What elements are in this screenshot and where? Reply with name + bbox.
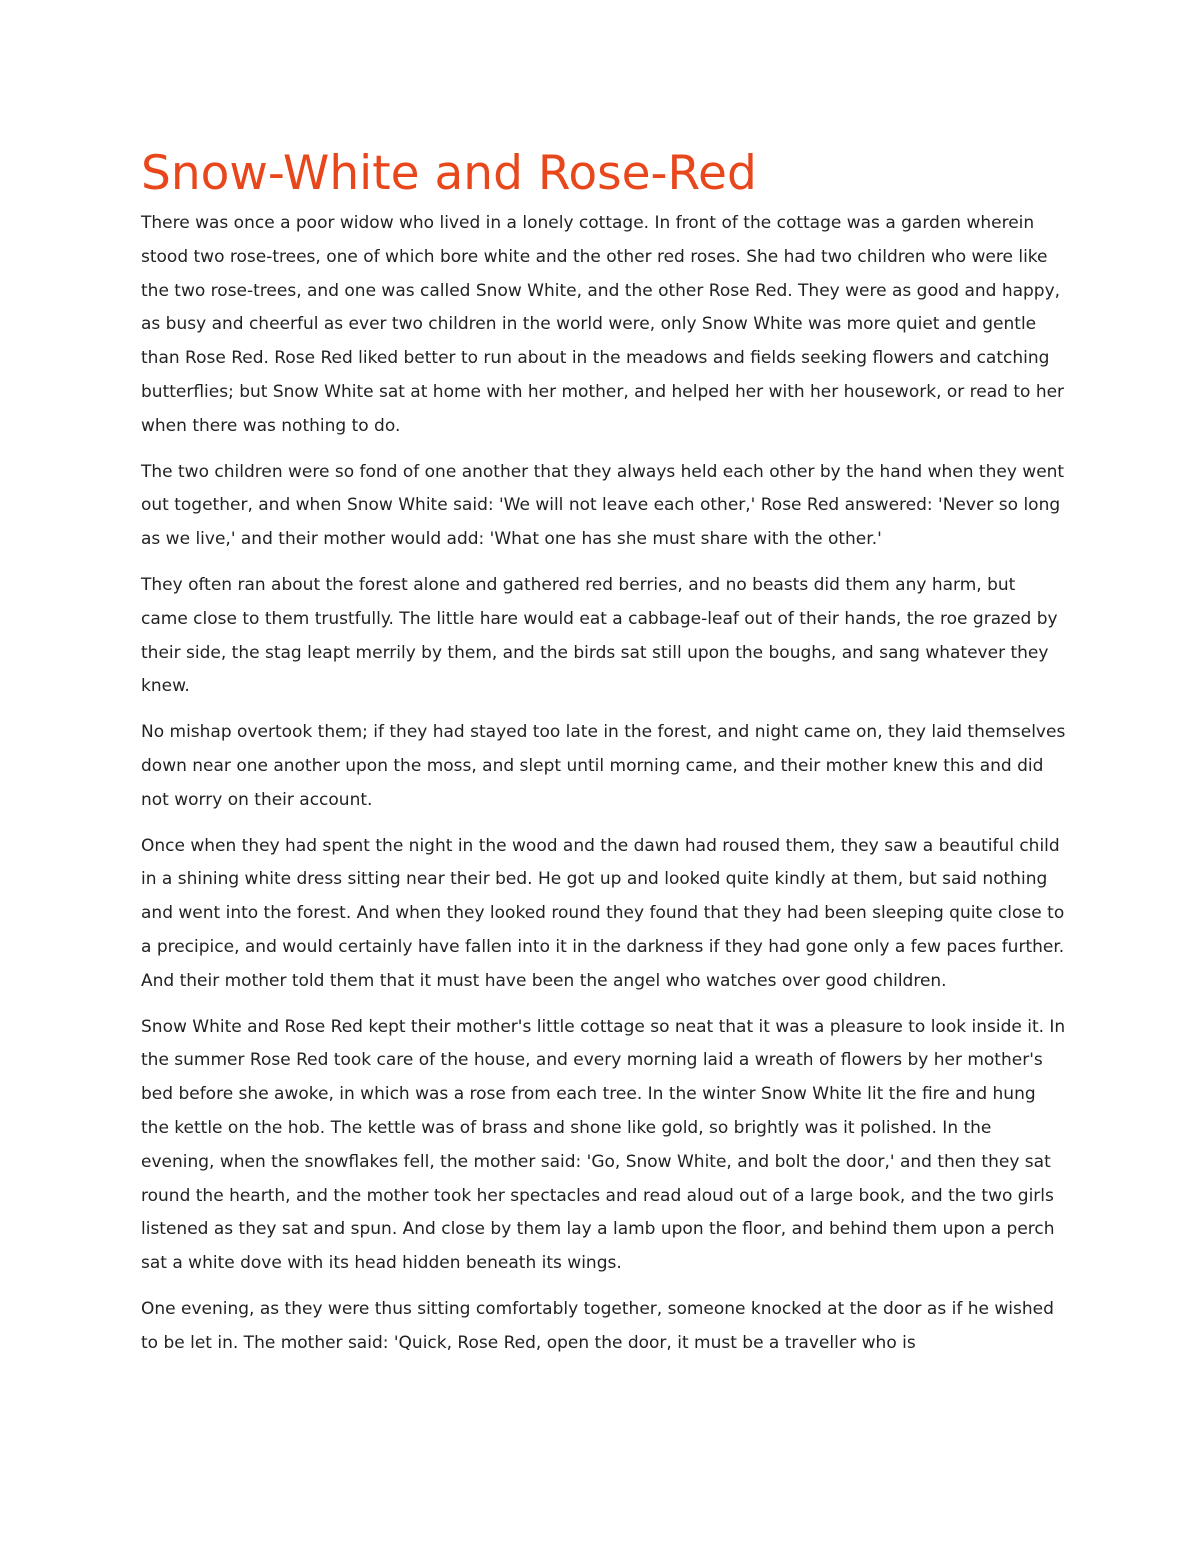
paragraph-5: Once when they had spent the night in the wood and the dawn had roused them, they saw a beautiful child in a shining white dress sitting near their bed. He got up and looked quite kindly at them, but said nothing and went into the forest. And when they looked round they found that they had been sleeping quite close to a precipice, and would certainly have fallen into it in the darkness if they had gone only a few paces further. And their mother told them that it must have been the angel who watches over good children. (141, 835, 1065, 991)
paragraph-7: One evening, as they were thus sitting comfortably together, someone knocked at the door as if he wished to be let in. The mother said: 'Quick, Rose Red, open the door, it must be a traveller who is (141, 1298, 1054, 1353)
paragraph-2: The two children were so fond of one another that they always held each other by the hand when they went out together, and when Snow White said: 'We will not leave each other,' Rose Red answered: 'Never so long as we live,' and their mother would add: 'What one has she must share with the other.' (141, 461, 1065, 550)
paragraph-6: Snow White and Rose Red kept their mother's little cottage so neat that it was a pleasure to look inside it. In the summer Rose Red took care of the house, and every morning laid a wreath of flowers by her mother's bed before she awoke, in which was a rose from each tree. In the winter Snow White lit the fire and hung the kettle on the hob. The kettle was of brass and shone like gold, so brightly was it polished. In the evening, when the snowflakes fell, the mother said: 'Go, Snow White, and bolt the door,' and then they sat round the hearth, and the mother took her spectacles and read aloud out of a large book, and the two girls listened as they sat and spun. And close by them lay a lamb upon the floor, and behind them upon a perch sat a white dove with its head hidden beneath its wings. (141, 1016, 1066, 1274)
paragraph-4: No mishap overtook them; if they had stayed too late in the forest, and night came on, they laid themselves down near one another upon the moss, and slept until morning came, and their mother knew this and did not worry on their account. (141, 722, 1066, 810)
paragraph-3: They often ran about the forest alone and gathered red berries, and no beasts did them any harm, but came close to them trustfully. The little hare would eat a cabbage-leaf out of their hands, the roe grazed by their side, the stag leapt merrily by them, and the birds sat still upon the boughs, and sang whatever they knew. (141, 574, 1058, 697)
document-title: Snow-White and Rose-Red (141, 146, 757, 201)
document-body (141, 143, 1066, 1373)
paragraph-1: There was once a poor widow who lived in a lonely cottage. In front of the cottage was a garden wherein stood two rose-trees, one of which bore white and the other red roses. She had two children who were like the two rose-trees, and one was called Snow White, and the other Rose Red. They were as good and happy, as busy and cheerful as ever two children in the world were, only Snow White was more quiet and gentle than Rose Red. Rose Red liked better to run about in the meadows and fields seeking flowers and catching butterflies; but Snow White sat at home with her mother, and helped her with her housework, or read to her when there was nothing to do. (141, 213, 1065, 436)
